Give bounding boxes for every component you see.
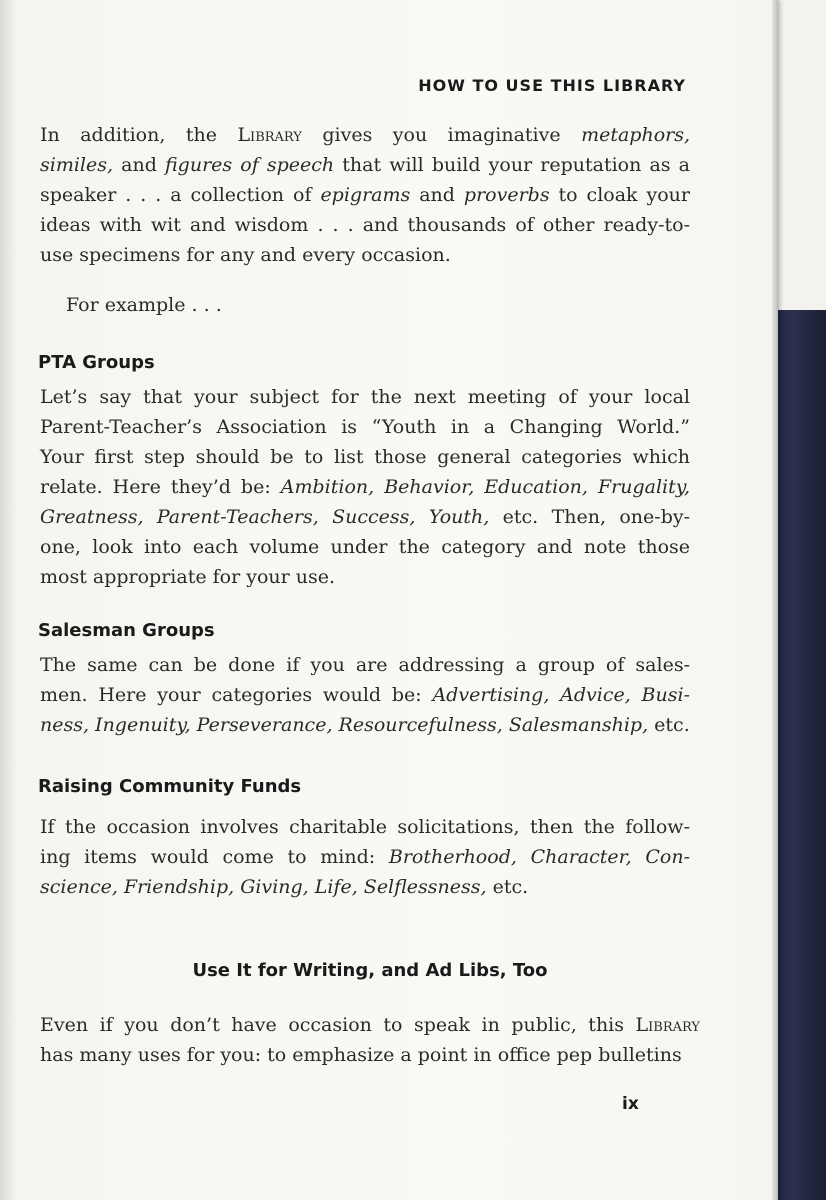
text-line: has many uses for you: to emphasize a point in office pep bulletins [40, 1044, 682, 1066]
salesman-paragraph [40, 650, 690, 740]
italic-run: Ambition, Behavior, Education, Frugality, [280, 476, 690, 498]
closing-paragraph [40, 1010, 700, 1070]
text-line: In addition, the Library gives you imaginative metaphors, [40, 124, 691, 146]
text-line: relate. Here they’d be: Ambition, Behavior, Education, Frugality, [40, 476, 690, 498]
text-line: Parent-Teacher’s Association is “Youth in a Changing World.” [40, 416, 690, 438]
italic-run: Advertising, Advice, Busi- [432, 684, 691, 706]
text-line: Greatness, Parent-Teachers, Success, Youth, etc. Then, one-by- [40, 506, 691, 528]
funds-paragraph [40, 812, 690, 902]
heading-salesman-groups: Salesman Groups [38, 620, 215, 641]
italic-run: figures of speech [165, 154, 335, 176]
text-line: ideas with wit and wisdom . . . and thousands of other ready-to- [40, 214, 690, 236]
italic-run: Brotherhood, Character, Con- [388, 846, 690, 868]
italic-run: science, Friendship, Giving, Life, Selflessness, [40, 876, 487, 898]
text-line: speaker . . . a collection of epigrams and proverbs to cloak your [40, 184, 691, 206]
intro-paragraph [40, 120, 690, 270]
text-line: one, look into each volume under the category and note those [40, 536, 690, 558]
italic-run: Greatness, Parent-Teachers, Success, Youth, [40, 506, 490, 528]
page-edge [772, 0, 778, 1200]
text-line: Your first step should be to list those general categories which [40, 446, 690, 468]
text-line: The same can be done if you are addressing a group of sales- [40, 654, 690, 676]
text-line: men. Here your categories would be: Advertising, Advice, Busi- [40, 684, 691, 706]
small-caps-run: Library [237, 124, 302, 146]
book-cover-edge [770, 310, 826, 1200]
text-line: ness, Ingenuity, Perseverance, Resourcefulness, Salesmanship, etc. [40, 714, 690, 736]
heading-pta-groups: PTA Groups [38, 352, 155, 373]
page-number: ix [622, 1094, 639, 1114]
text-line: most appropriate for your use. [40, 566, 336, 588]
text-line: science, Friendship, Giving, Life, Selflessness, etc. [40, 876, 529, 898]
italic-run: similes, [40, 154, 114, 176]
text-line: similes, and figures of speech that will build your reputation as a [40, 154, 690, 176]
small-caps-run: Library [635, 1014, 700, 1036]
for-example-text: For example . . . [66, 294, 222, 316]
text-line: Even if you don’t have occasion to speak in public, this Library [40, 1014, 700, 1036]
italic-run: proverbs [463, 184, 550, 206]
italic-run: metaphors, [581, 124, 691, 146]
text-line: ing items would come to mind: Brotherhood, Character, Con- [40, 846, 690, 868]
text-line: Let’s say that your subject for the next meeting of your local [40, 386, 690, 408]
italic-run: epigrams [320, 184, 411, 206]
pta-paragraph [40, 382, 690, 592]
text-line: If the occasion involves charitable solicitations, then the follow- [40, 816, 690, 838]
running-head: HOW TO USE THIS LIBRARY [418, 76, 686, 95]
italic-run: ness, Ingenuity, Perseverance, Resourcefulness, Salesmanship, [40, 714, 649, 736]
heading-writing-ad-libs: Use It for Writing, and Ad Libs, Too [192, 960, 548, 981]
text-line: use specimens for any and every occasion. [40, 244, 451, 266]
heading-raising-community-funds: Raising Community Funds [38, 776, 302, 797]
